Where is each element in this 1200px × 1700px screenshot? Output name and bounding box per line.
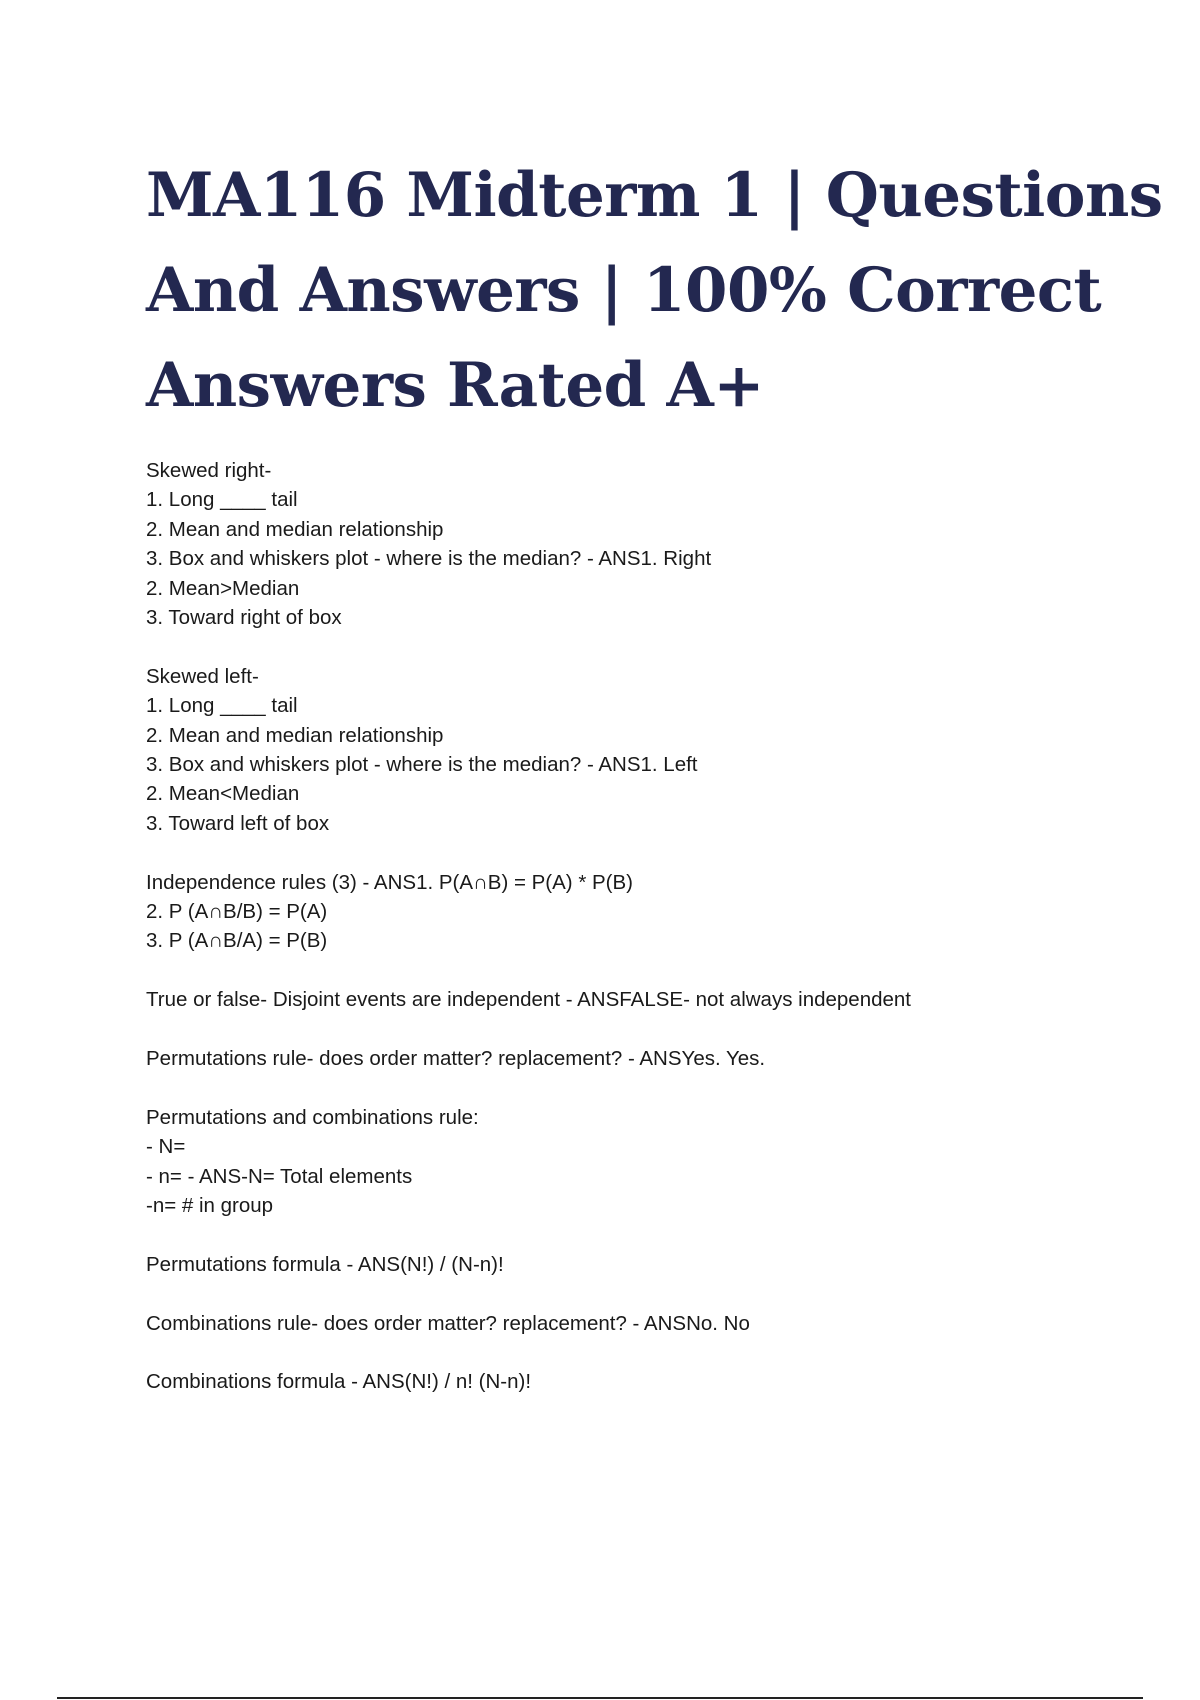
qa-line: - N= bbox=[146, 1135, 186, 1159]
qa-line: 2. Mean and median relationship bbox=[146, 517, 444, 541]
qa-block-combinations-rule bbox=[146, 1309, 1106, 1338]
qa-line: Permutations formula - ANS(N!) / (N-n)! bbox=[146, 1252, 504, 1276]
qa-line: Combinations rule- does order matter? replacement? - ANSNo. No bbox=[146, 1311, 750, 1335]
qa-block-disjoint-events bbox=[146, 985, 1106, 1014]
title-line-1: MA116 Midterm 1 | Questions bbox=[146, 160, 1163, 231]
qa-line: 1. Long ____ tail bbox=[146, 488, 298, 512]
document-title bbox=[146, 148, 1163, 433]
qa-line: -n= # in group bbox=[146, 1194, 274, 1218]
title-line-3: Answers Rated A+ bbox=[146, 350, 764, 421]
qa-block-independence-rules bbox=[146, 868, 1106, 956]
qa-block-skewed-right bbox=[146, 456, 1106, 632]
qa-line: Skewed right- bbox=[146, 459, 272, 482]
qa-line: Permutations rule- does order matter? replacement? - ANSYes. Yes. bbox=[146, 1047, 766, 1071]
qa-line: - n= - ANS-N= Total elements bbox=[146, 1164, 413, 1188]
qa-block-permutations-rule bbox=[146, 1044, 1106, 1073]
qa-line: 3. P (A∩B/A) = P(B) bbox=[146, 929, 328, 953]
qa-line: 2. P (A∩B/B) = P(A) bbox=[146, 900, 328, 924]
qa-line: 2. Mean>Median bbox=[146, 576, 300, 600]
title-line-2: And Answers | 100% Correct bbox=[146, 255, 1102, 326]
qa-block-perm-comb-rule bbox=[146, 1103, 1106, 1221]
qa-line: Permutations and combinations rule: bbox=[146, 1105, 479, 1129]
qa-block-permutations-formula bbox=[146, 1250, 1106, 1279]
qa-line: 3. Box and whiskers plot - where is the median? - ANS1. Left bbox=[146, 753, 698, 777]
qa-line: 1. Long ____ tail bbox=[146, 694, 298, 718]
qa-line: 3. Toward right of box bbox=[146, 606, 342, 630]
qa-line: 2. Mean<Median bbox=[146, 782, 300, 806]
qa-content bbox=[146, 456, 1106, 1426]
qa-line: True or false- Disjoint events are independent - ANSFALSE- not always independent bbox=[146, 988, 912, 1012]
qa-line: 3. Toward left of box bbox=[146, 811, 330, 835]
page-bottom-divider bbox=[57, 1697, 1143, 1699]
qa-line: 2. Mean and median relationship bbox=[146, 723, 444, 747]
qa-line: Combinations formula - ANS(N!) / n! (N-n)! bbox=[146, 1370, 532, 1394]
qa-line: Skewed left- bbox=[146, 664, 259, 688]
qa-line: 3. Box and whiskers plot - where is the median? - ANS1. Right bbox=[146, 547, 712, 571]
qa-block-combinations-formula bbox=[146, 1367, 1106, 1396]
qa-line: Independence rules (3) - ANS1. P(A∩B) = P(A) * P(B) bbox=[146, 870, 634, 894]
qa-block-skewed-left bbox=[146, 662, 1106, 838]
